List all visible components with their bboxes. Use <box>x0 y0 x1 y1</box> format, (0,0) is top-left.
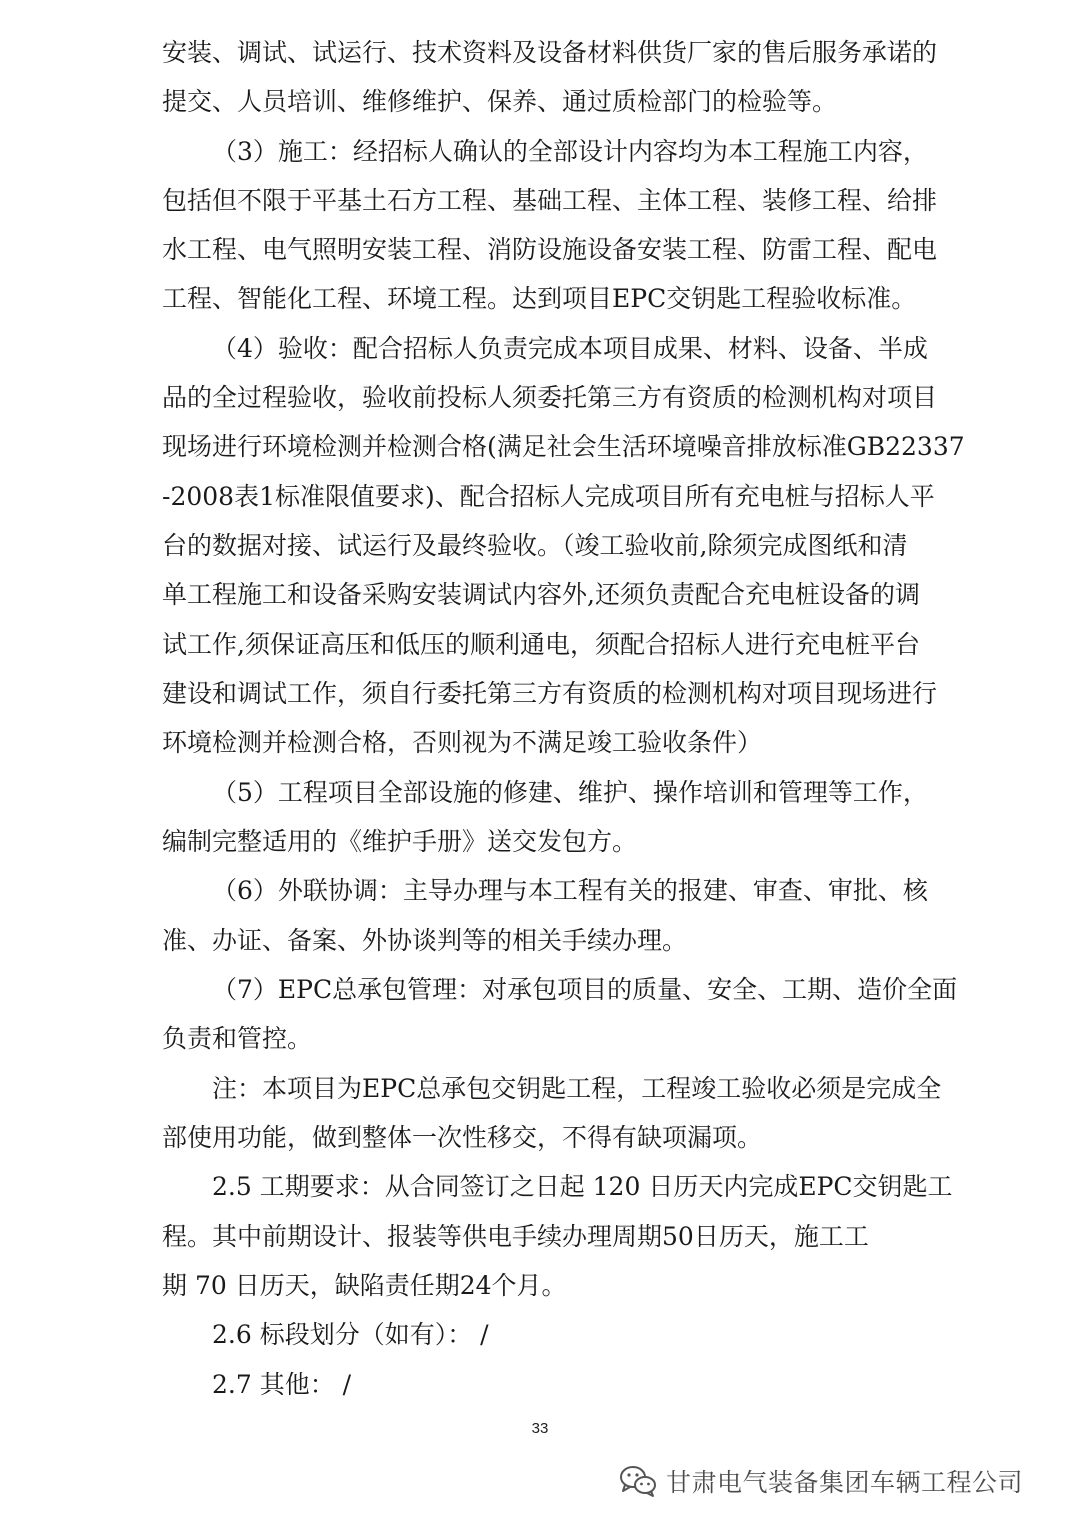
line-text: 工程、智能化工程、环境工程。达到项目EPC交钥匙工程验收标准。 <box>162 284 917 313</box>
text-line <box>0 472 1080 522</box>
line-text: （3）施工：经招标人确认的全部设计内容均为本工程施工内容， <box>212 137 928 166</box>
line-text: 编制完整适用的《维护手册》送交发包方。 <box>162 827 638 856</box>
text-line <box>0 620 1080 670</box>
line-text: 现场进行环境检测并检测合格(满足社会生活环境噪音排放标准GB22337 <box>162 432 965 461</box>
text-line <box>0 225 1080 275</box>
line-text: （7）EPC总承包管理：对承包项目的质量、安全、工期、造价全面 <box>212 975 958 1004</box>
line-text: 注：本项目为EPC总承包交钥匙工程，工程竣工验收必须是完成全 <box>212 1074 942 1103</box>
line-text: 试工作,须保证高压和低压的顺利通电，须配合招标人进行充电桩平台 <box>162 630 920 659</box>
line-text: 2.7 其他： / <box>212 1370 352 1399</box>
line-text: 品的全过程验收，验收前投标人须委托第三方有资质的检测机构对项目 <box>162 383 938 412</box>
text-line <box>0 669 1080 719</box>
line-text: 部使用功能，做到整体一次性移交，不得有缺项漏项。 <box>162 1123 763 1152</box>
text-line <box>0 77 1080 127</box>
section-2-5-start <box>0 1162 1080 1212</box>
text-line <box>0 521 1080 571</box>
line-text: 台的数据对接、试运行及最终验收。（竣工验收前,除须完成图纸和清 <box>162 531 908 560</box>
line-text: 负责和管控。 <box>162 1024 313 1053</box>
paragraph-5-start <box>0 768 1080 818</box>
line-text: （6）外联协调：主导办理与本工程有关的报建、审查、审批、核 <box>212 876 928 905</box>
text-line <box>0 28 1080 78</box>
line-text: 提交、人员培训、维修维护、保养、通过质检部门的检验等。 <box>162 87 838 116</box>
line-text: 环境检测并检测合格，否则视为不满足竣工验收条件） <box>162 728 763 757</box>
text-line <box>0 718 1080 768</box>
section-2-6 <box>0 1310 1080 1360</box>
text-line <box>0 176 1080 226</box>
watermark <box>618 1463 1023 1499</box>
watermark-text: 甘肃电气装备集团车辆工程公司 <box>666 1468 1024 1497</box>
text-line <box>0 817 1080 867</box>
line-text: 建设和调试工作，须自行委托第三方有资质的检测机构对项目现场进行 <box>162 679 938 708</box>
text-line <box>0 916 1080 966</box>
text-line <box>0 1014 1080 1064</box>
line-text: 单工程施工和设备采购安装调试内容外,还须负责配合充电桩设备的调 <box>162 580 920 609</box>
page-number: 33 <box>531 1420 549 1437</box>
line-text: 期 70 日历天，缺陷责任期24个月。 <box>162 1271 567 1300</box>
line-text: 安装、调试、试运行、技术资料及设备材料供货厂家的售后服务承诺的 <box>162 38 938 67</box>
text-line <box>0 1212 1080 1262</box>
text-line <box>0 1113 1080 1163</box>
paragraph-4-start <box>0 324 1080 374</box>
text-line <box>0 1261 1080 1311</box>
text-line <box>0 422 1080 472</box>
line-text: 2.6 标段划分（如有）： / <box>212 1320 489 1349</box>
text-line <box>0 570 1080 620</box>
line-text: 程。其中前期设计、报装等供电手续办理周期50日历天，施工工 <box>162 1222 869 1251</box>
paragraph-6-start <box>0 866 1080 916</box>
section-2-7 <box>0 1360 1080 1410</box>
wechat-icon <box>618 1463 658 1499</box>
line-text: 准、办证、备案、外协谈判等的相关手续办理。 <box>162 926 688 955</box>
line-text: （4）验收：配合招标人负责完成本项目成果、材料、设备、半成 <box>212 334 928 363</box>
line-text: 包括但不限于平基土石方工程、基础工程、主体工程、装修工程、给排 <box>162 186 938 215</box>
text-line <box>0 373 1080 423</box>
paragraph-7-start <box>0 965 1080 1015</box>
line-text: 水工程、电气照明安装工程、消防设施设备安装工程、防雷工程、配电 <box>162 235 938 264</box>
line-text: （5）工程项目全部设施的修建、维护、操作培训和管理等工作， <box>212 778 928 807</box>
paragraph-3-start <box>0 127 1080 177</box>
note-paragraph-start <box>0 1064 1080 1114</box>
text-line <box>0 274 1080 324</box>
line-text: 2.5 工期要求：从合同签订之日起 120 日历天内完成EPC交钥匙工 <box>212 1172 953 1201</box>
line-text: -2008表1标准限值要求)、配合招标人完成项目所有充电桩与招标人平 <box>162 482 935 511</box>
